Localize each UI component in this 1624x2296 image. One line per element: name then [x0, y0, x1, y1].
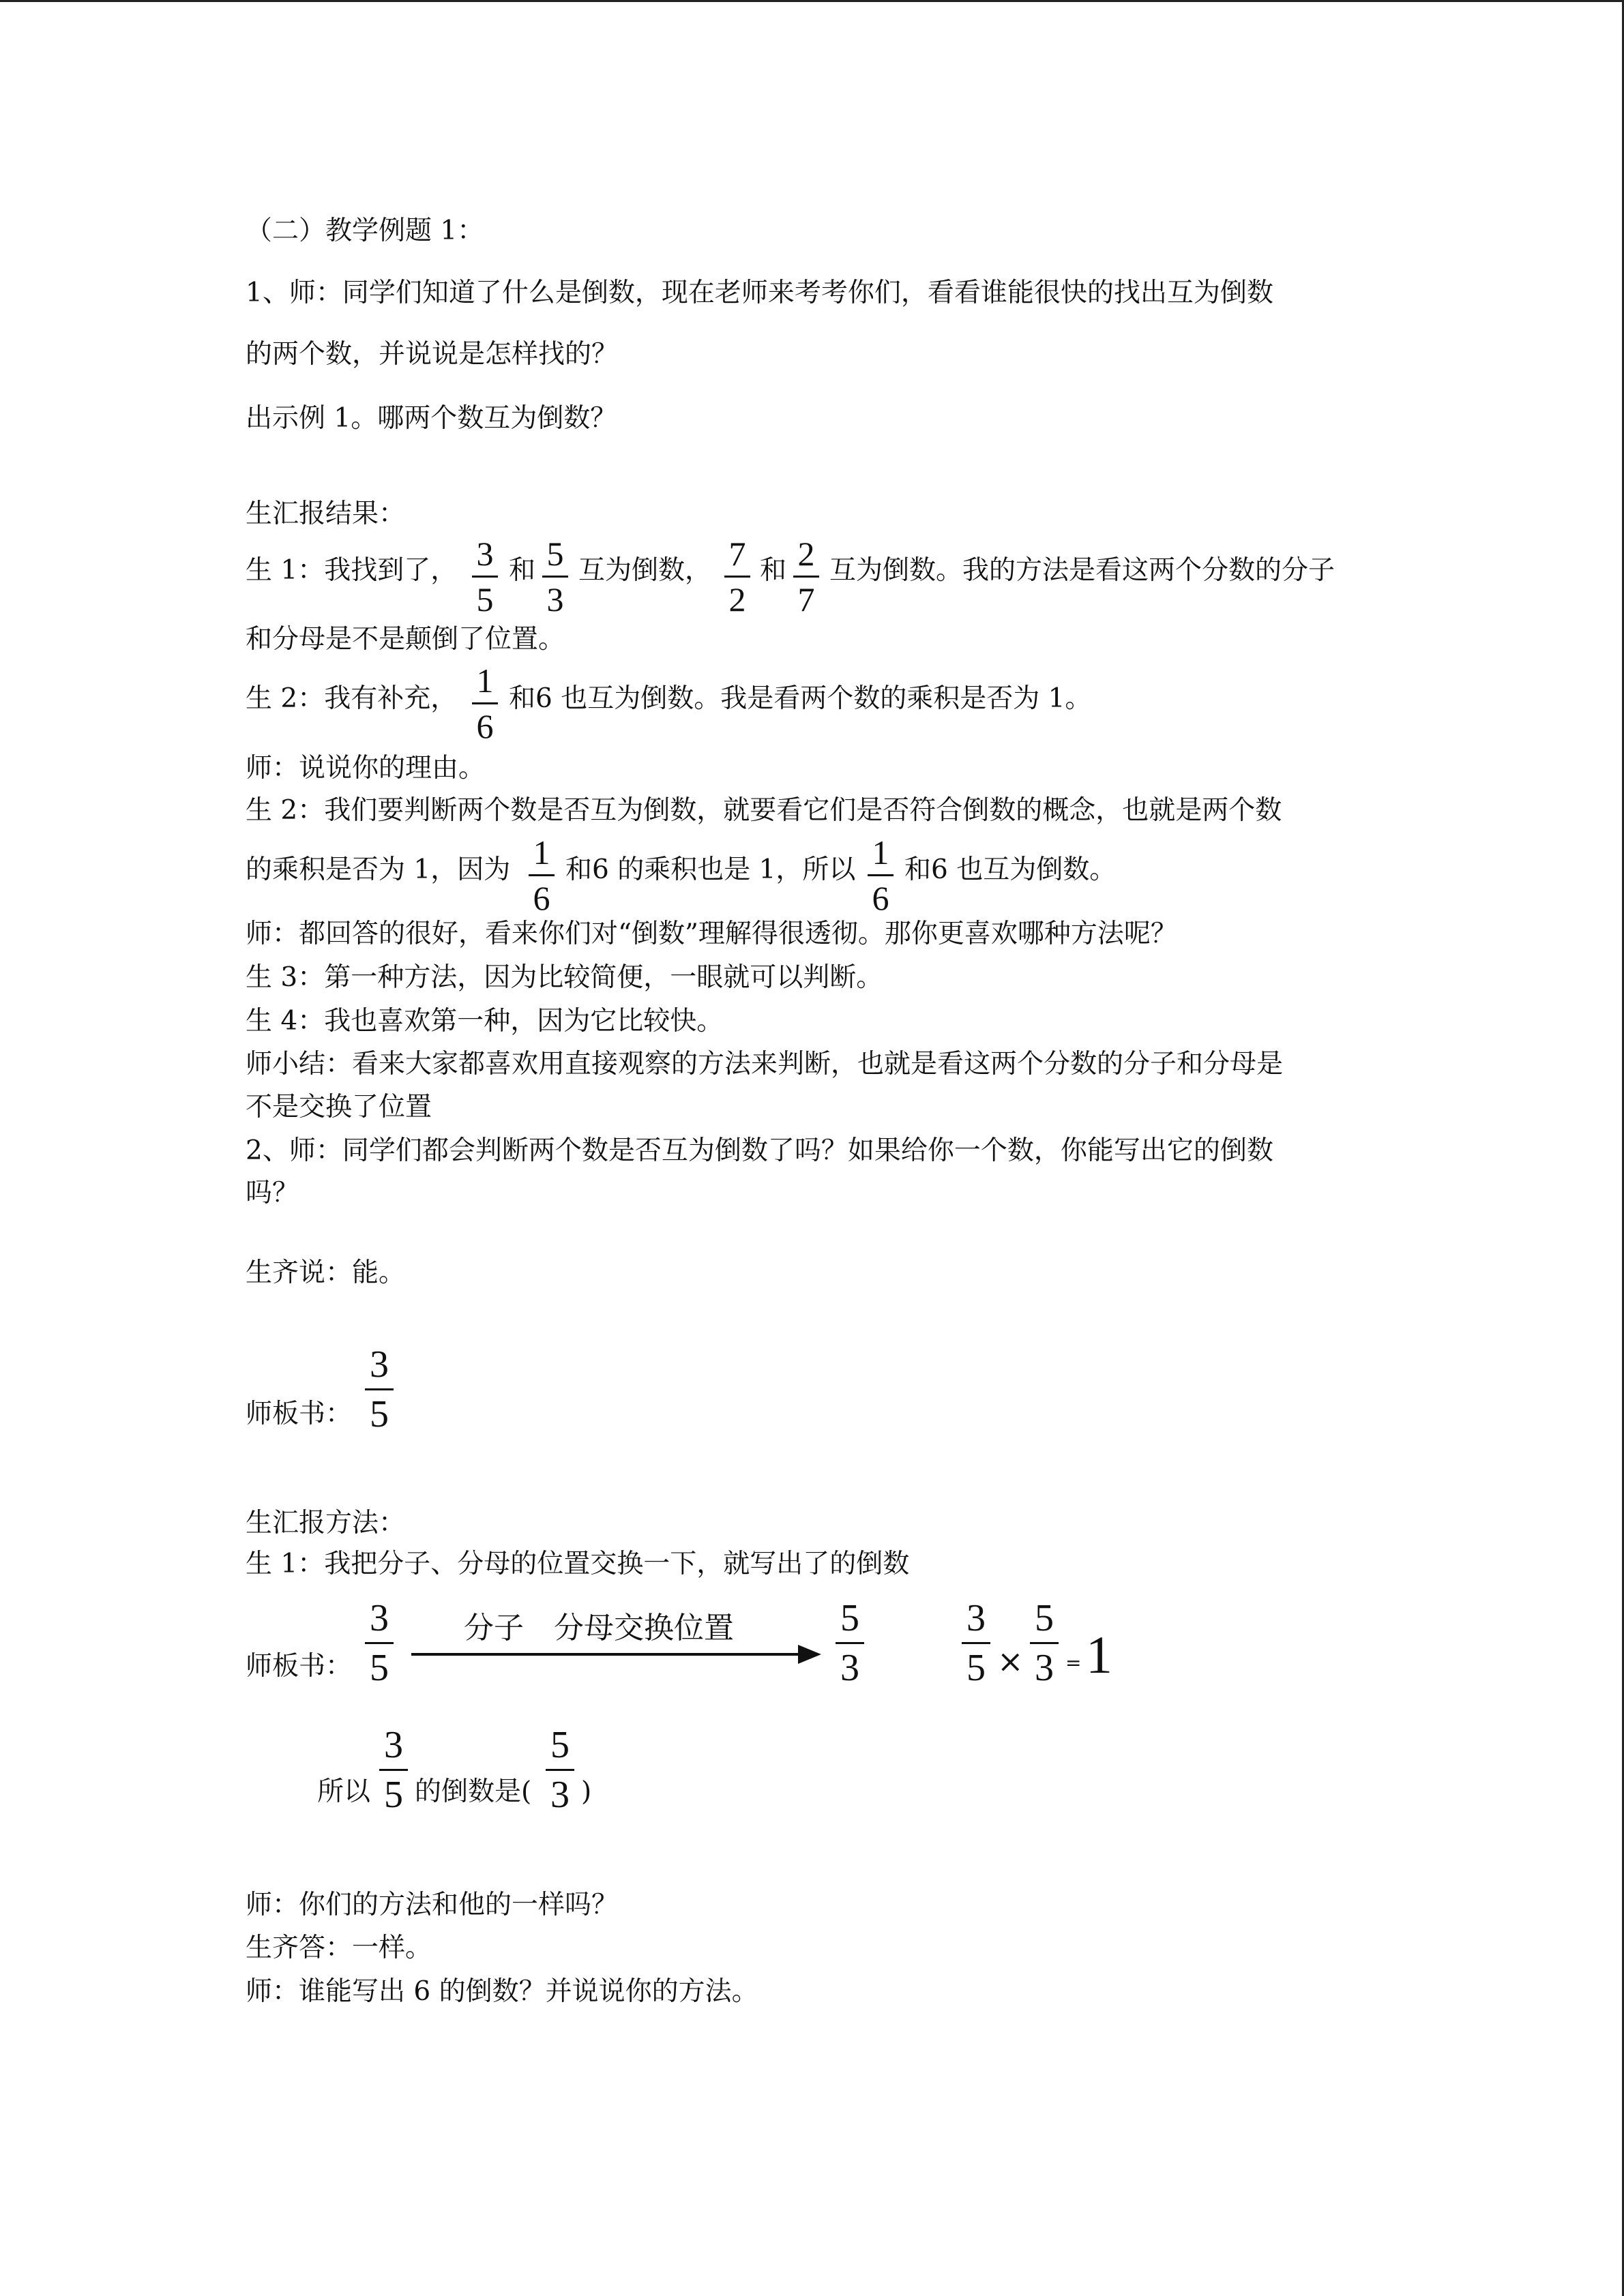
so-middle: 的倒数是(	[415, 1776, 532, 1807]
and-word-2: 和	[760, 555, 787, 586]
denominator: 5	[966, 1647, 986, 1689]
fraction-3-over-5	[365, 1597, 394, 1689]
fraction-5-over-3	[546, 1724, 574, 1816]
denominator: 6	[476, 707, 494, 745]
teacher-summary-line-2: 不是交换了位置	[246, 1092, 432, 1122]
fraction-bar	[1030, 1642, 1059, 1644]
teacher-six-question: 师：谁能写出 6 的倒数？并说说你的方法。	[246, 1976, 758, 2007]
fraction-bar	[868, 874, 894, 876]
numerator: 1	[872, 833, 889, 871]
numerator: 5	[840, 1597, 859, 1639]
board-1-label: 师板书：	[246, 1399, 353, 1429]
fraction-1-over-6	[529, 833, 555, 917]
arrow-label: 分子 分母交换位置	[464, 1611, 734, 1645]
fraction-5-over-3	[542, 535, 568, 618]
denominator: 3	[546, 580, 564, 618]
paragraph-2-line-1: 2、师：同学们都会判断两个数是否互为倒数了吗？如果给你一个数，你能写出它的倒数	[246, 1135, 1273, 1166]
paragraph-1-line-2: 的两个数，并说说是怎样找的？	[246, 339, 619, 370]
fraction-bar	[379, 1769, 408, 1771]
numerator: 1	[533, 833, 550, 871]
report-method-heading: 生汇报方法：	[246, 1508, 406, 1538]
student-1-prefix: 生 1：我找到了，	[246, 555, 458, 586]
numerator: 2	[797, 535, 815, 573]
numerator: 3	[370, 1597, 389, 1639]
teacher-same-question: 师：你们的方法和他的一样吗？	[246, 1890, 619, 1920]
fraction-bar	[542, 576, 568, 578]
fraction-bar	[962, 1642, 990, 1644]
denominator: 5	[370, 1647, 389, 1689]
fraction-1-over-6	[472, 661, 498, 745]
numerator: 3	[384, 1724, 403, 1766]
mutual-reciprocal-1: 互为倒数，	[578, 555, 712, 586]
student-1-line-2: 和分母是不是颠倒了位置。	[246, 624, 565, 655]
teacher-summary-line-1: 师小结：看来大家都喜欢用直接观察的方法来判断，也就是看这两个分数的分子和分母是	[246, 1049, 1284, 1079]
student-4: 生 4：我也喜欢第一种，因为它比较快。	[246, 1006, 724, 1037]
result-one: 1	[1086, 1625, 1112, 1684]
fraction-bar	[365, 1642, 394, 1644]
paragraph-2-line-2: 吗？	[246, 1178, 299, 1208]
numerator: 5	[546, 535, 564, 573]
student-3: 生 3：第一种方法，因为比较简便，一眼就可以判断。	[246, 962, 883, 993]
numerator: 5	[550, 1724, 570, 1766]
teacher-praise: 师：都回答的很好，看来你们对“倒数”理解得很透彻。那你更喜欢哪种方法呢？	[246, 919, 1177, 949]
numerator: 5	[1035, 1597, 1054, 1639]
fraction-7-over-2	[724, 535, 750, 618]
so-prefix: 所以	[317, 1776, 371, 1807]
fraction-bar	[546, 1769, 574, 1771]
times-sign: ×	[997, 1643, 1024, 1680]
page-top-border	[0, 0, 1624, 2]
section-title: （二）教学例题 1：	[246, 215, 484, 246]
fraction-3-over-5	[962, 1597, 990, 1689]
fraction-bar	[365, 1388, 394, 1390]
denominator: 3	[550, 1774, 570, 1816]
fraction-bar	[472, 576, 498, 578]
fraction-bar	[529, 874, 555, 876]
fraction-5-over-3	[1030, 1597, 1059, 1689]
so-end: )	[581, 1776, 592, 1807]
denominator: 3	[1035, 1647, 1054, 1689]
student-2b-line-2a: 的乘积是否为 1，因为	[246, 854, 511, 885]
fraction-bar	[724, 576, 750, 578]
fraction-3-over-5	[365, 1343, 394, 1435]
arrow-head-icon	[798, 1645, 821, 1664]
denominator: 5	[370, 1393, 389, 1435]
example-prompt: 出示例 1。哪两个数互为倒数？	[246, 403, 617, 434]
numerator: 1	[476, 661, 494, 700]
teacher-ask-reason: 师：说说你的理由。	[246, 753, 486, 784]
fraction-3-over-5	[472, 535, 498, 618]
paragraph-1-line-1: 1、师：同学们知道了什么是倒数，现在老师来考考你们，看看谁能很快的找出互为倒数	[246, 278, 1273, 308]
fraction-1-over-6	[868, 833, 894, 917]
and-word-1: 和	[509, 555, 536, 586]
denominator: 6	[533, 879, 550, 917]
denominator: 2	[728, 580, 746, 618]
fraction-bar	[793, 576, 819, 578]
fraction-bar	[472, 702, 498, 704]
numerator: 3	[966, 1597, 986, 1639]
fraction-3-over-5	[379, 1724, 408, 1816]
denominator: 7	[797, 580, 815, 618]
fraction-5-over-3	[836, 1597, 864, 1689]
report-results-heading: 生汇报结果：	[246, 498, 406, 529]
numerator: 7	[728, 535, 746, 573]
student-2-prefix: 生 2：我有补充，	[246, 683, 458, 714]
student-2b-line-2c: 和6 也互为倒数。	[904, 854, 1117, 885]
students-answer: 生齐答：一样。	[246, 1933, 432, 1963]
student-1-method: 生 1：我把分子、分母的位置交换一下，就写出了的倒数	[246, 1549, 910, 1579]
fraction-2-over-7	[793, 535, 819, 618]
mutual-reciprocal-2: 互为倒数。我的方法是看这两个分数的分子	[829, 555, 1335, 586]
denominator: 3	[840, 1647, 859, 1689]
denominator: 5	[476, 580, 494, 618]
fraction-bar	[836, 1642, 864, 1644]
numerator: 3	[370, 1343, 389, 1386]
student-2b-line-2b: 和6 的乘积也是 1，所以	[565, 854, 856, 885]
denominator: 5	[384, 1774, 403, 1816]
student-2-rest: 和6 也互为倒数。我是看两个数的乘积是否为 1。	[509, 683, 1092, 714]
equals-sign: =	[1065, 1652, 1082, 1674]
students-say: 生齐说：能。	[246, 1257, 406, 1288]
denominator: 6	[872, 879, 889, 917]
student-2b-line-1: 生 2：我们要判断两个数是否互为倒数，就要看它们是否符合倒数的概念，也就是两个数	[246, 795, 1282, 826]
board-2-label: 师板书：	[246, 1651, 353, 1682]
numerator: 3	[476, 535, 494, 573]
arrow-shaft	[411, 1653, 800, 1656]
